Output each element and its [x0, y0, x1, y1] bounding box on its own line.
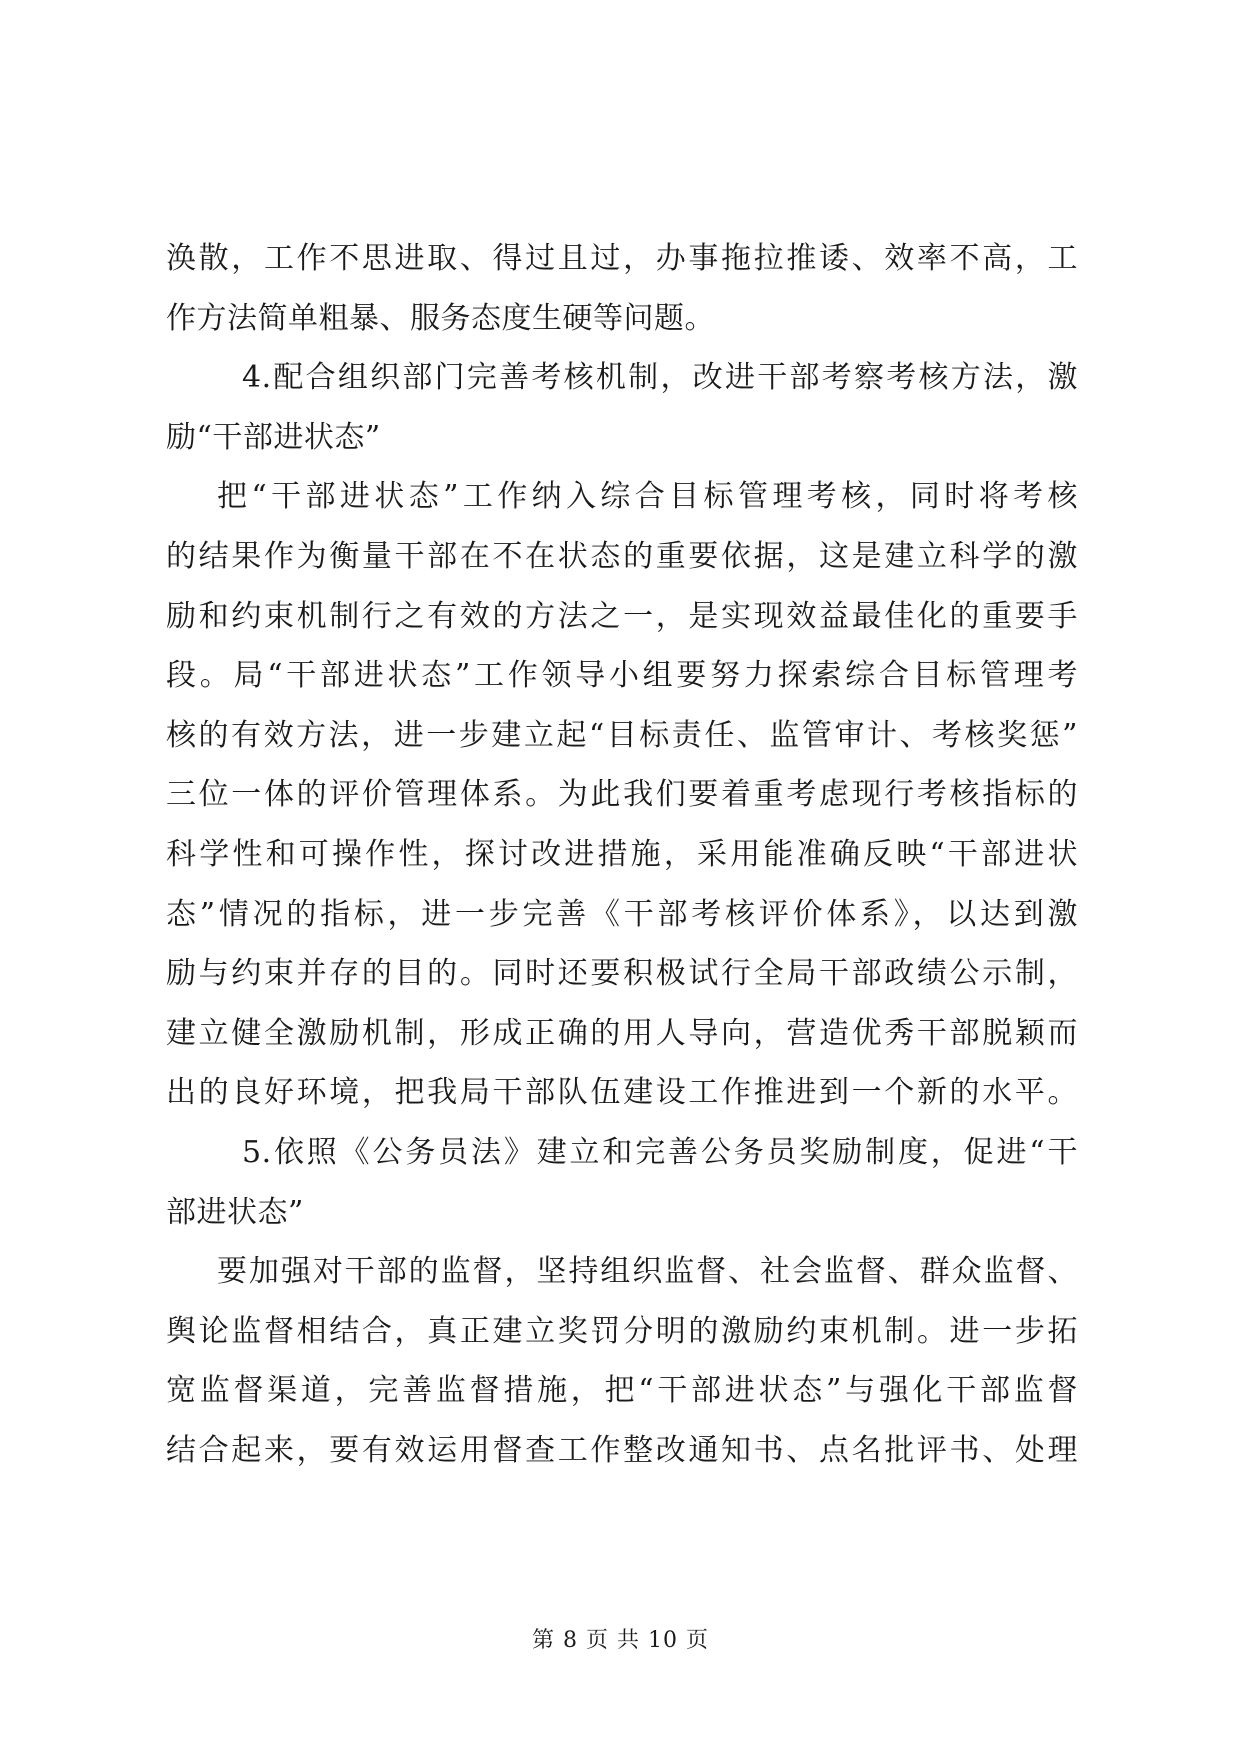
page-number-footer: 第 8 页 共 10 页: [532, 1628, 709, 1653]
text-line: 的结果作为衡量干部在不在状态的重要依据，这是建立科学的激: [166, 538, 1078, 574]
text-line: 宽监督渠道，完善监督措施，把“干部进状态”与强化干部监督: [166, 1373, 1078, 1409]
text-line: 励与约束并存的目的。同时还要积极试行全局干部政绩公示制，: [166, 956, 1078, 992]
text-line: 建立健全激励机制，形成正确的用人导向，营造优秀干部脱颖而: [166, 1015, 1078, 1051]
text-line: 核的有效方法，进一步建立起“目标责任、监管审计、考核奖惩”: [166, 717, 1078, 753]
text-line: 励和约束机制行之有效的方法之一，是实现效益最佳化的重要手: [166, 598, 1078, 634]
section-heading-4: 4.配合组织部门完善考核机制，改进干部考察考核方法，激: [242, 360, 1078, 396]
text-line: 作方法简单粗暴、服务态度生硬等问题。: [166, 300, 715, 336]
section-heading-5: 5.依照《公务员法》建立和完善公务员奖励制度，促进“干: [242, 1134, 1078, 1170]
section-heading-5-continued: 部进状态”: [166, 1194, 304, 1230]
text-line: 要加强对干部的监督，坚持组织监督、社会监督、群众监督、: [217, 1254, 1078, 1290]
body-text: [166, 229, 1078, 1480]
text-line: 态”情况的指标，进一步完善《干部考核评价体系》，以达到激: [166, 896, 1078, 932]
text-line: 出的良好环境，把我局干部队伍建设工作推进到一个新的水平。: [166, 1075, 1078, 1111]
text-line: 科学性和可操作性，探讨改进措施，采用能准确反映“干部进状: [166, 836, 1078, 872]
text-line: 舆论监督相结合，真正建立奖罚分明的激励约束机制。进一步拓: [166, 1313, 1078, 1349]
text-line: 结合起来，要有效运用督查工作整改通知书、点名批评书、处理: [166, 1432, 1078, 1468]
text-line: 把“干部进状态”工作纳入综合目标管理考核，同时将考核: [217, 479, 1078, 515]
text-line: 段。局“干部进状态”工作领导小组要努力探索综合目标管理考: [166, 658, 1078, 694]
text-line: 涣散，工作不思进取、得过且过，办事拖拉推诿、效率不高，工: [166, 241, 1078, 276]
section-heading-4-continued: 励“干部进状态”: [166, 419, 381, 455]
text-line: 三位一体的评价管理体系。为此我们要着重考虑现行考核指标的: [166, 777, 1078, 813]
